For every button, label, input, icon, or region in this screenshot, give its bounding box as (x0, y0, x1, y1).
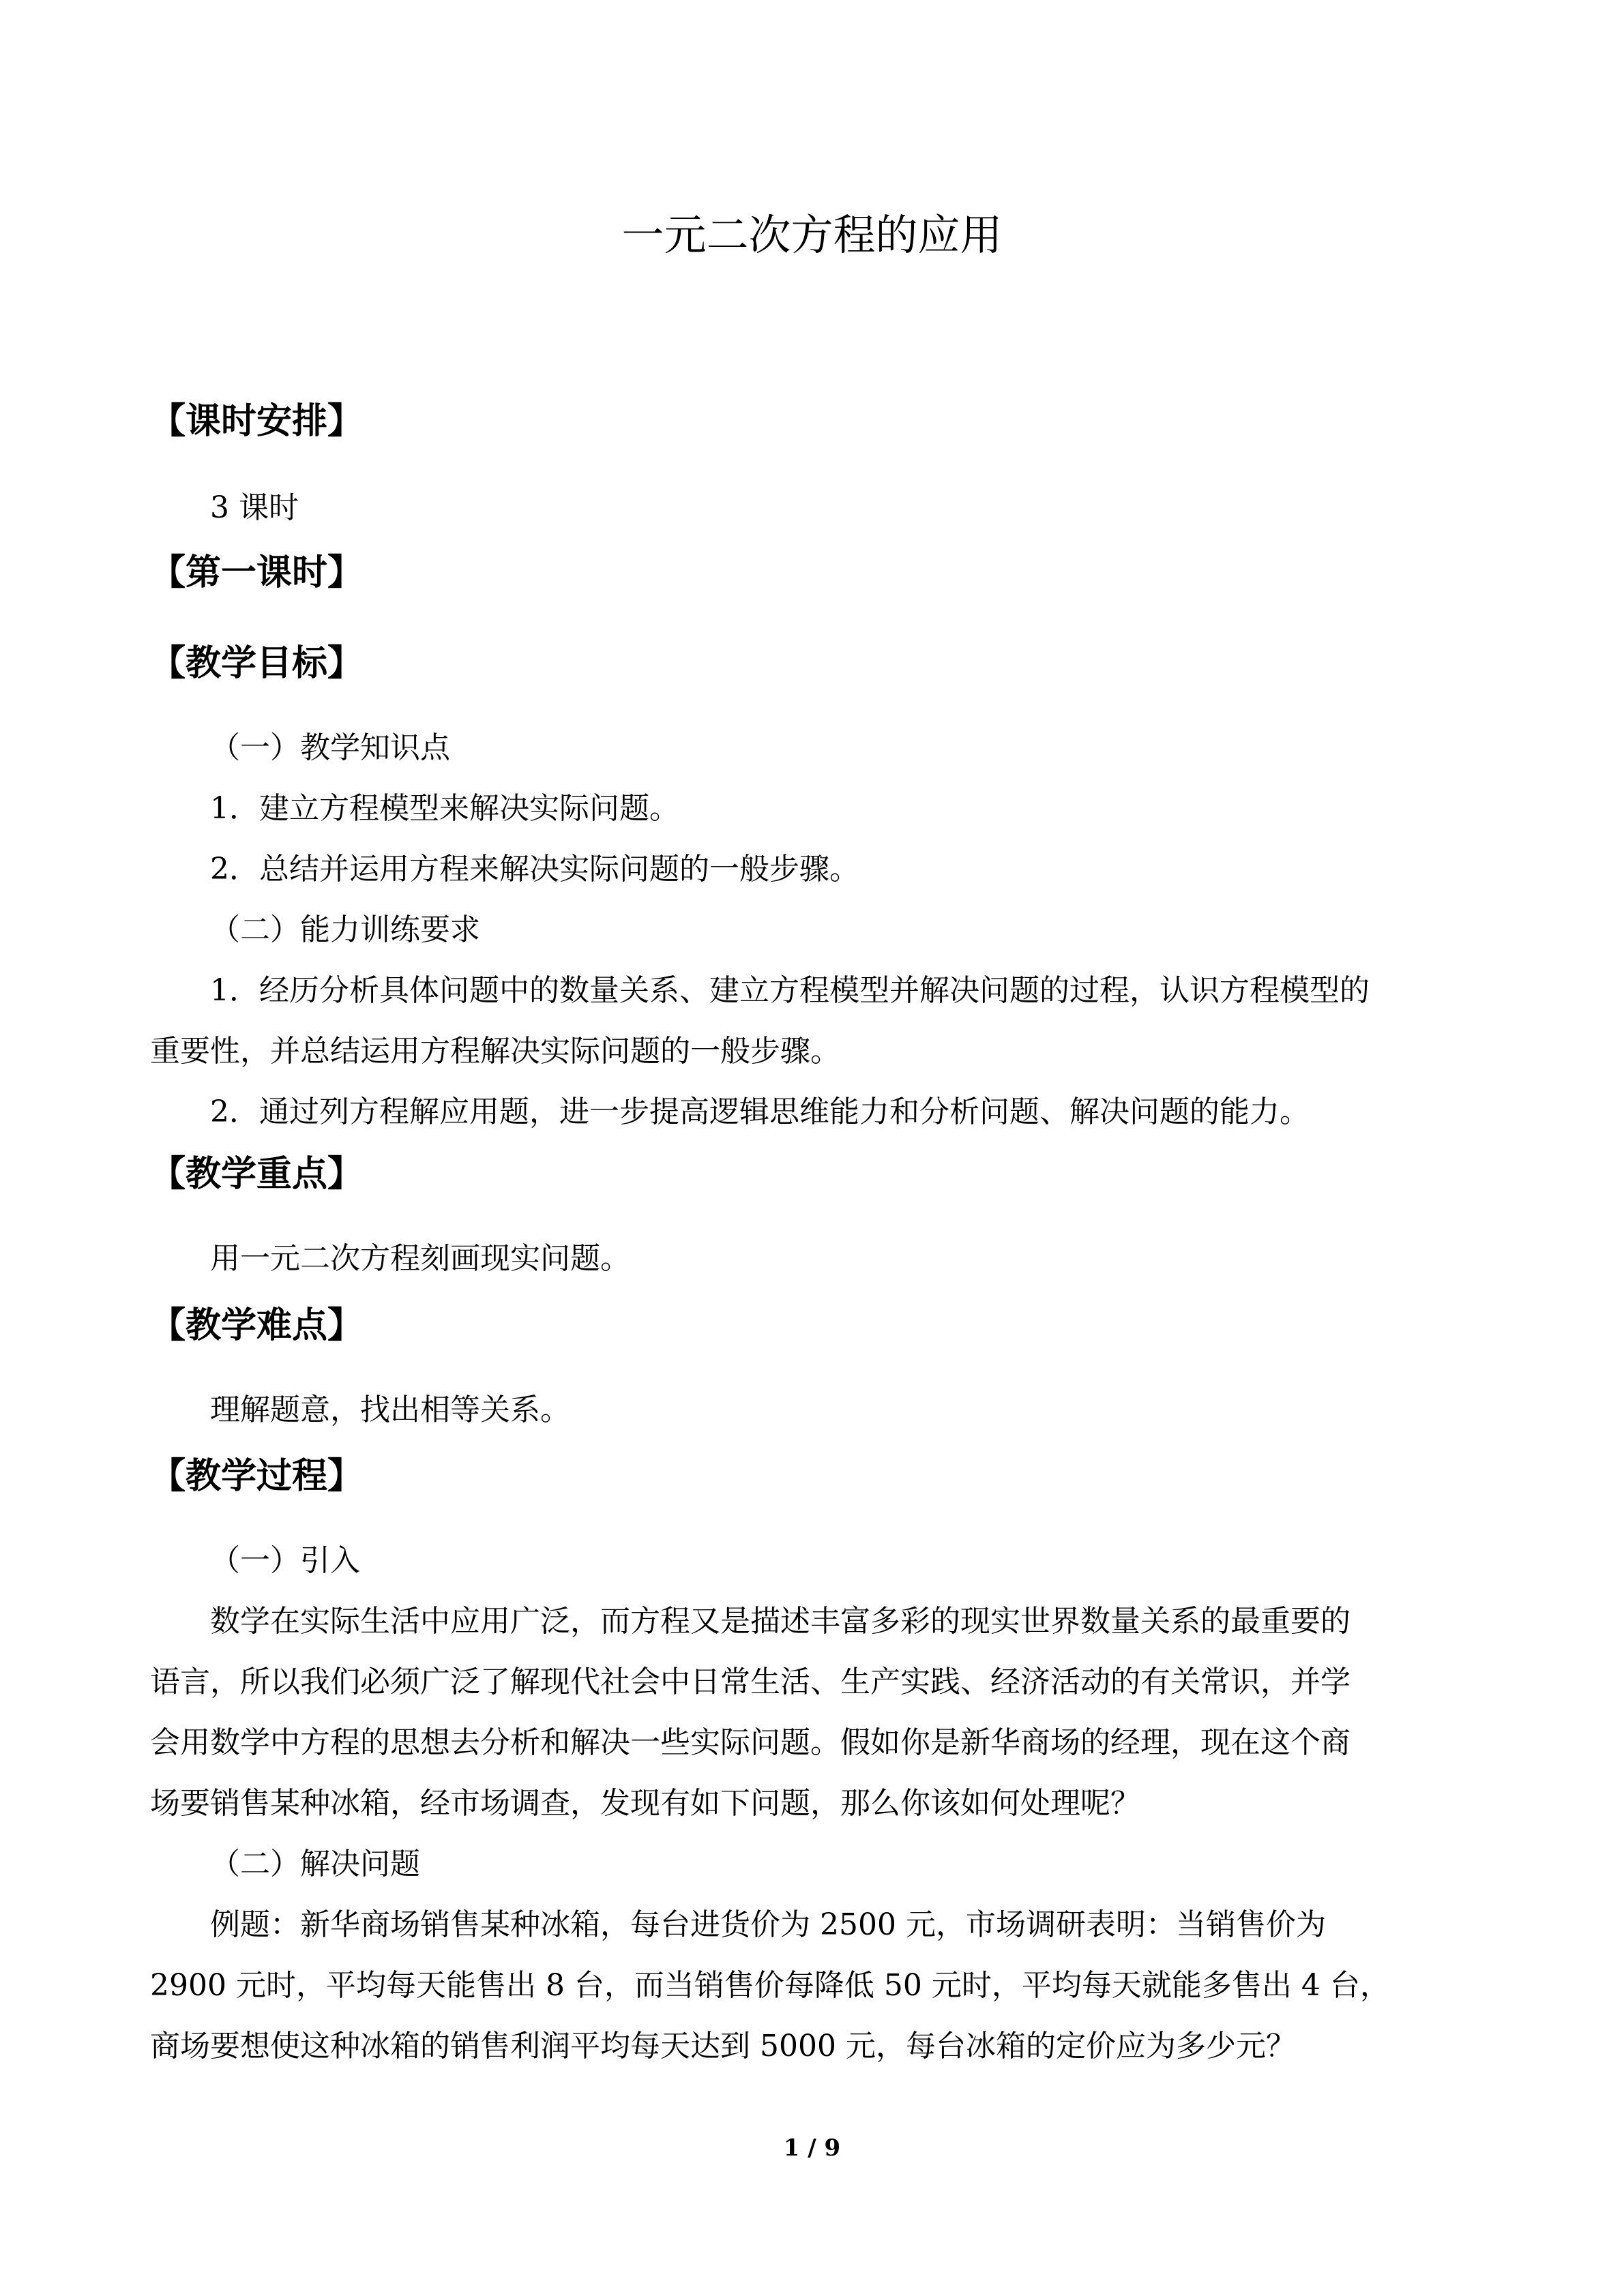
difficulty-text: 理解题意，找出相等关系。 (210, 1392, 570, 1427)
example-line-3: 商场要想使这种冰箱的销售利润平均每天达到 5000 元，每台冰箱的定价应为多少元？ (150, 2029, 1296, 2063)
heading-key-points: 【教学重点】 (150, 1154, 364, 1195)
schedule-text: 3 课时 (210, 490, 299, 525)
intro-line-1: 数学在实际生活中应用广泛，而方程又是描述丰富多彩的现实世界数量关系的最重要的 (210, 1604, 1350, 1639)
intro-line-4: 场要销售某种冰箱，经市场调查，发现有如下问题，那么你该如何处理呢？ (150, 1786, 1140, 1821)
heading-objectives: 【教学目标】 (150, 643, 364, 684)
objective-item-1: 1．建立方程模型来解决实际问题。 (210, 791, 679, 826)
page-number: 1 / 9 (783, 2134, 841, 2162)
heading-process: 【教学过程】 (150, 1456, 364, 1497)
example-line-2: 2900 元时，平均每天能售出 8 台，而当销售价每降低 50 元时，平均每天就能多售出 4 台， (150, 1968, 1390, 2003)
intro-line-3: 会用数学中方程的思想去分析和解决一些实际问题。假如你是新华商场的经理，现在这个商 (150, 1725, 1350, 1760)
intro-line-2: 语言，所以我们必须广泛了解现代社会中日常生活、生产实践、经济活动的有关常识，并学 (150, 1665, 1350, 1699)
process-subheading-solve: （二）解决问题 (210, 1847, 420, 1881)
objectives-subheading-ability: （二）能力训练要求 (210, 912, 480, 947)
objective-item-2: 2．总结并运用方程来解决实际问题的一般步骤。 (210, 852, 859, 886)
document-title: 一元二次方程的应用 (621, 210, 1003, 260)
heading-first-lesson: 【第一课时】 (150, 552, 364, 593)
objectives-subheading-knowledge: （一）教学知识点 (210, 730, 450, 765)
ability-item-1-line-1: 1．经历分析具体问题中的数量关系、建立方程模型并解决问题的过程，认识方程模型的 (210, 973, 1370, 1008)
process-subheading-intro: （一）引入 (210, 1543, 360, 1578)
heading-difficulty: 【教学难点】 (150, 1305, 364, 1346)
ability-item-1-line-2: 重要性，并总结运用方程解决实际问题的一般步骤。 (150, 1034, 840, 1069)
key-points-text: 用一元二次方程刻画现实问题。 (210, 1241, 630, 1276)
heading-schedule: 【课时安排】 (150, 401, 364, 442)
ability-item-2: 2．通过列方程解应用题，进一步提高逻辑思维能力和分析问题、解决问题的能力。 (210, 1094, 1310, 1129)
example-line-1: 例题：新华商场销售某种冰箱，每台进货价为 2500 元，市场调研表明：当销售价为 (210, 1907, 1326, 1942)
